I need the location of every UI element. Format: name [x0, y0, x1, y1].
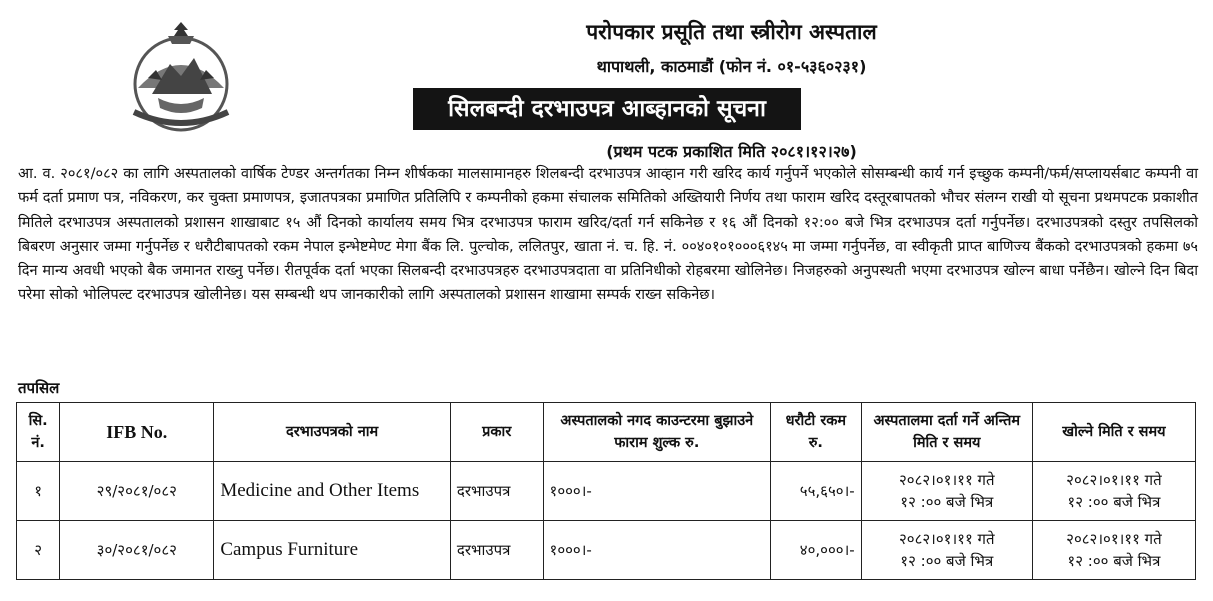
nepal-government-emblem-icon [118, 22, 244, 134]
schedule-label: तपसिल [18, 379, 60, 397]
cell-last-date-line2: १२ :०० बजे भित्र [900, 552, 994, 570]
table-row [17, 521, 1196, 580]
cell-name: Campus Furniture [214, 521, 451, 580]
table-header-row [17, 403, 1196, 462]
cell-open-date-line2: १२ :०० बजे भित्र [1067, 552, 1161, 570]
cell-deposit: ४०,०००।- [771, 521, 862, 580]
cell-type: दरभाउपत्र [450, 462, 543, 521]
cell-open-date [1032, 521, 1195, 580]
cell-ifb: २९/२०८१/०८२ [60, 462, 214, 521]
cell-last-date-line1: २०८२।०१।११ गते [898, 471, 995, 489]
cell-open-date [1032, 462, 1195, 521]
cell-last-date [861, 462, 1032, 521]
org-address: थापाथली, काठमाडौं (फोन नं. ०१-५३६०२३१) [596, 57, 867, 76]
col-header-fee: अस्पतालको नगद काउन्टरमा बुझाउने फाराम शुल्क रु. [543, 403, 771, 462]
cell-fee: १०००।- [543, 462, 771, 521]
col-header-open-date: खोल्ने मिति र समय [1032, 403, 1195, 462]
col-header-ifb: IFB No. [60, 403, 214, 462]
publish-date: (प्रथम पटक प्रकाशित मिति २०८१।१२।२७) [606, 142, 857, 161]
notice-body: आ. व. २०८१/०८२ का लागि अस्पतालको वार्षिक टेण्डर अन्तर्गतका निम्न शीर्षकका मालसामानहरु शिलबन्दी दरभाउपत्र आव्हान गरी खरिद कार्य गर्नुपर्ने भएकोले सोसम्बन्धी कार्य गर्न इच्छुक कम्पनी/फर्म/सप्लायर्सबाट कम्पनी वा फर्म दर्ता प्रमाण पत्र, नविकरण, कर चुक्ता प्रमाणपत्र, इजातपत्रका प्रमाणित प्रतिलिपि र कम्पनीको हकमा संचालक समितिको अख्तियारी निर्णय तथा फाराम खरिद दस्तूरबापतको भौचर संलग्न राखी यो सूचना प्रथमपटक प्रकाशीत मितिले दरभाउपत्र अस्पतालको प्रशासन शाखाबाट १५ औं दिनको कार्यालय समय भित्र दरभाउपत्र फाराम खरिद/दर्ता गर्न सकिनेछ र १६ औं दिनको १२:०० बजे भित्र दरभाउपत्र दर्ता गर्नुपर्नेछ। दरभाउपत्रको दस्तुर तपसिलको बिबरण अनुसार जम्मा गर्नुपर्नेछ र धरौटीबापतको रकम नेपाल इन्भेष्टमेण्ट मेगा बैंक लि. पुल्चोक, ललितपुर, खाता नं. च. हि. नं. ००४०१०१०००६१४५ मा जम्मा गर्नुपर्नेछ, वा स्वीकृती प्राप्त बाणिज्य बैंकको दरभाउपत्रको हकमा ७५ दिन मान्य अवधी भएको बैक जमानत राख्नु पर्नेछ। रीतपूर्वक दर्ता भएका सिलबन्दी दरभाउपत्रहरु दरभाउपत्रदाता वा प्रतिनिधीको रोहबरमा खोलिनेछ। निजहरुको अनुपस्थती भएमा दरभाउपत्र खोल्न बाधा पर्नेछैन। खोल्ने दिन बिदा परेमा सोको भोलिपल्ट दरभाउपत्र खोलीनेछ। यस सम्बन्धी थप जानकारीको लागि अस्पतालको प्रशासन शाखामा सम्पर्क राख्न सकिनेछ। [18, 165, 1198, 304]
org-name: परोपकार प्रसूति तथा स्त्रीरोग अस्पताल [586, 20, 877, 44]
cell-open-date-line1: २०८२।०१।११ गते [1066, 530, 1162, 548]
cell-last-date-line2: १२ :०० बजे भित्र [900, 493, 994, 511]
notice-title: सिलबन्दी दरभाउपत्र आब्हानको सूचना [413, 88, 801, 130]
col-header-deposit: धरौटी रकम रु. [771, 403, 862, 462]
cell-sn: २ [17, 521, 60, 580]
col-header-name: दरभाउपत्रको नाम [214, 403, 451, 462]
cell-fee: १०००।- [543, 521, 771, 580]
cell-last-date-line1: २०८२।०१।११ गते [898, 530, 995, 548]
cell-last-date [861, 521, 1032, 580]
cell-sn: १ [17, 462, 60, 521]
cell-name: Medicine and Other Items [214, 462, 451, 521]
cell-open-date-line2: १२ :०० बजे भित्र [1067, 493, 1161, 511]
cell-type: दरभाउपत्र [450, 521, 543, 580]
cell-ifb: ३०/२०८१/०८२ [60, 521, 214, 580]
col-header-last-date: अस्पतालमा दर्ता गर्ने अन्तिम मिति र समय [861, 403, 1032, 462]
col-header-type: प्रकार [450, 403, 543, 462]
cell-open-date-line1: २०८२।०१।११ गते [1066, 471, 1162, 489]
tender-table [16, 402, 1196, 580]
table-row [17, 462, 1196, 521]
col-header-sn: सि. नं. [17, 403, 60, 462]
cell-deposit: ५५,६५०।- [771, 462, 862, 521]
